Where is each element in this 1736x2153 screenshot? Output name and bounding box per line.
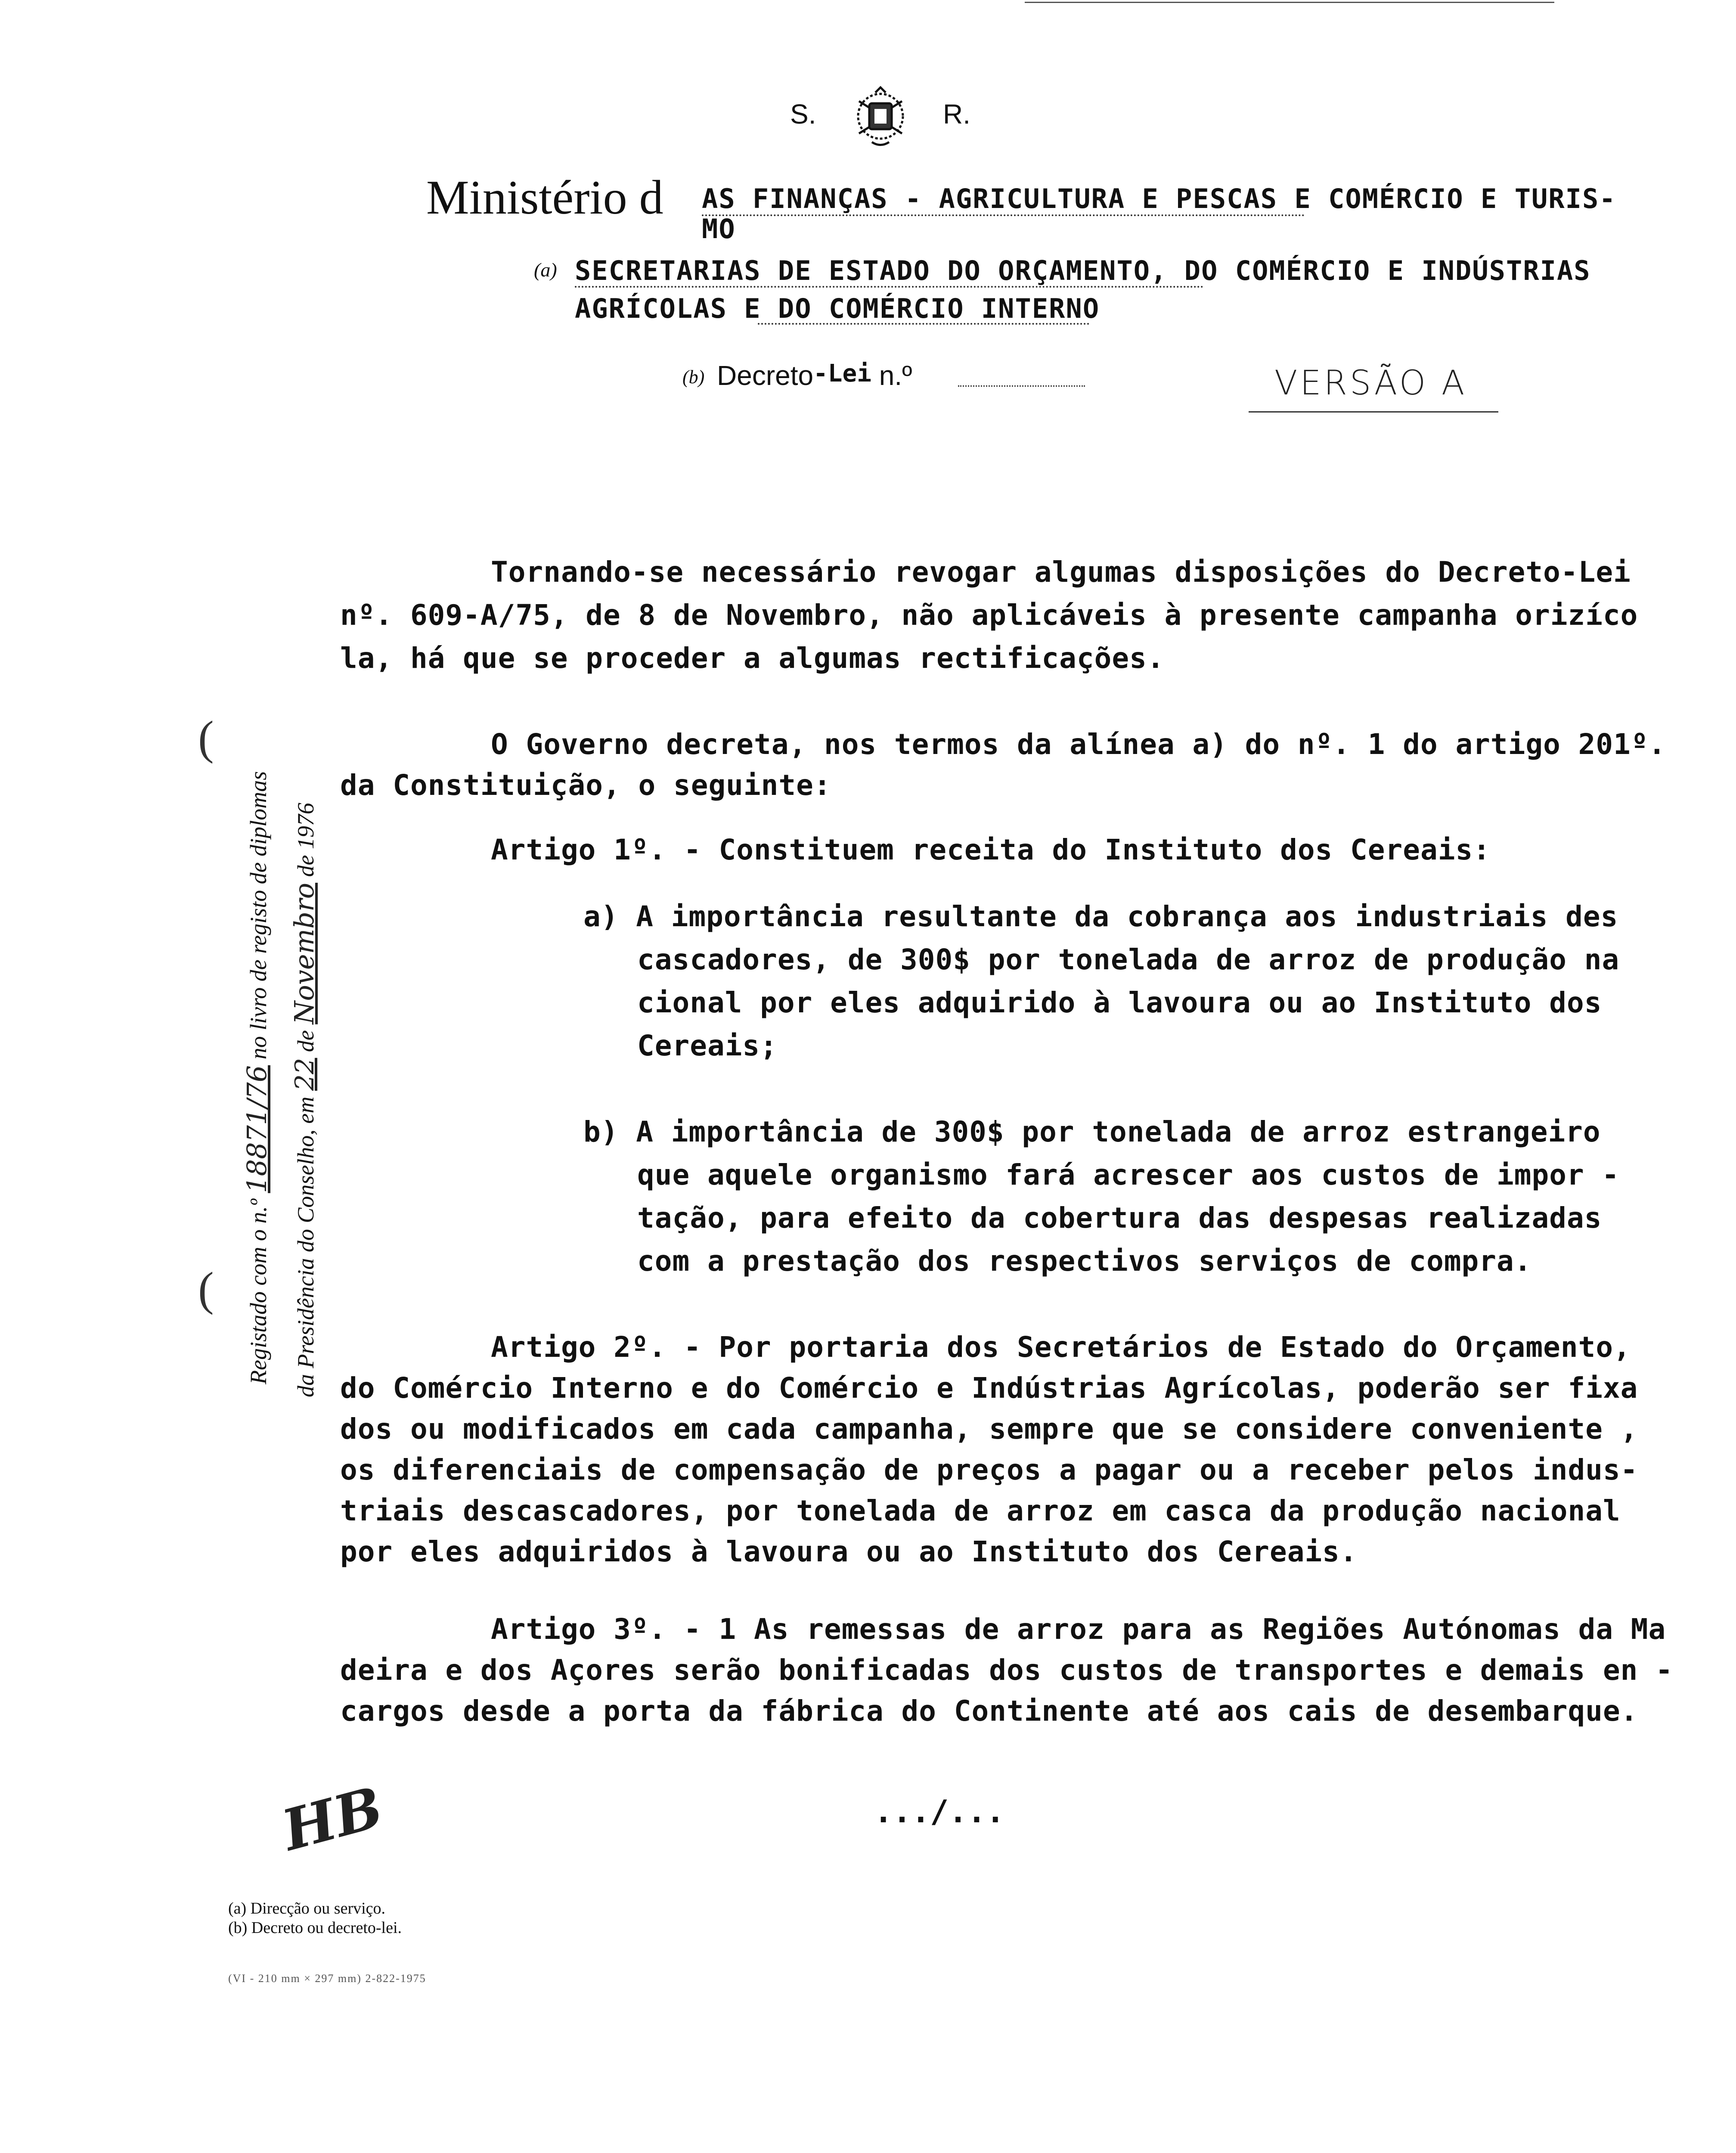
registration-day: 22: [290, 1058, 320, 1091]
ministry-line-1: AS FINANÇAS - AGRICULTURA E PESCAS E COMÉRCIO E TURIS-: [702, 183, 1616, 214]
top-rule: [1025, 2, 1554, 3]
artigo-2-line-3: dos ou modificados em cada campanha, sempre que se considere conveniente ,: [340, 1412, 1638, 1446]
decreto-number-label: n.º: [879, 360, 912, 391]
handwritten-version: VERSÃO A: [1274, 364, 1467, 403]
left-parenthesis-bottom: (: [198, 1263, 214, 1315]
artigo-2-line-4: os diferenciais de compensação de preços a pagar ou a receber pelos indus-: [340, 1453, 1638, 1486]
artigo-1-a-line-2: cascadores, de 300$ por tonelada de arroz de produção na: [637, 943, 1620, 976]
ministry-dotted-rule: [702, 214, 1305, 216]
artigo-3-line-1: Artigo 3º. - 1 As remessas de arroz para as Regiões Autónomas da Ma: [491, 1613, 1666, 1646]
decreto-number-blank: [958, 385, 1085, 387]
artigo-2-line-6: por eles adquiridos à lavoura ou ao Instituto dos Cereais.: [340, 1535, 1358, 1568]
registration-month: Novembro: [288, 883, 320, 1024]
secretarias-dotted-rule-2: [758, 323, 1089, 325]
artigo-3-line-2: deira e dos Açores serão bonificadas dos custos de transportes e demais en -: [340, 1654, 1673, 1687]
ministerio-label: Ministério d: [426, 171, 663, 224]
artigo-1-a-line-4: Cereais;: [637, 1029, 778, 1062]
artigo-1-heading: Artigo 1º. - Constituem receita do Instituto dos Cereais:: [491, 833, 1491, 866]
secretarias-line-2: AGRÍCOLAS E DO COMÉRCIO INTERNO: [575, 293, 1100, 324]
decreto-label: [717, 360, 912, 391]
registration-note-line-1: [241, 771, 273, 1384]
artigo-1-b-line-4: com a prestação dos respectivos serviços de compra.: [637, 1244, 1532, 1278]
footnote-a: (a) Direcção ou serviço.: [228, 1899, 386, 1917]
secretarias-line-1: SECRETARIAS DE ESTADO DO ORÇAMENTO, DO COMÉRCIO E INDÚSTRIAS: [575, 255, 1591, 286]
handwritten-initials: HB: [276, 1774, 390, 1864]
registration-number: 18871/76: [241, 1065, 273, 1193]
registration-suffix: no livro de registo de diplomas: [245, 771, 271, 1060]
header-r-letter: R.: [943, 99, 970, 130]
secretarias-dotted-rule: [575, 286, 1203, 288]
intro-line-1: Tornando-se necessário revogar algumas disposições do Decreto-Lei: [491, 555, 1631, 589]
registration-date-prefix: da Presidência do Conselho, em: [293, 1096, 319, 1397]
registration-date-mid: de: [293, 1030, 319, 1052]
governo-line-2: da Constituição, o seguinte:: [340, 769, 831, 802]
artigo-2-line-2: do Comércio Interno e do Comércio e Indústrias Agrícolas, poderão ser fixa: [340, 1371, 1638, 1405]
artigo-1-a-line-1: a) A importância resultante da cobrança aos industriais des: [583, 900, 1618, 933]
artigo-1-b-line-2: que aquele organismo fará acrescer aos custos de impor -: [637, 1158, 1620, 1191]
artigo-3-line-3: cargos desde a porta da fábrica do Continente até aos cais de desembarque.: [340, 1694, 1638, 1728]
registration-year: de 1976: [293, 803, 319, 877]
artigo-1-b-line-1: b) A importância de 300$ por tonelada de arroz estrangeiro: [583, 1115, 1601, 1148]
artigo-1-b-line-3: tação, para efeito da cobertura das despesas realizadas: [637, 1201, 1602, 1235]
coat-of-arms-icon: [850, 84, 911, 149]
artigo-2-line-1: Artigo 2º. - Por portaria dos Secretários de Estado do Orçamento,: [491, 1331, 1631, 1364]
decreto-word: Decreto: [717, 360, 814, 391]
decreto-lei-suffix: -Lei: [813, 360, 871, 388]
registration-note-line-2: [288, 803, 320, 1397]
continuation-marker: .../...: [874, 1793, 1005, 1830]
registration-prefix: Registado com o n.º: [245, 1199, 271, 1384]
handwritten-underline: [1249, 411, 1498, 413]
header-s-letter: S.: [790, 99, 816, 130]
intro-line-3: la, há que se proceder a algumas rectificações.: [340, 642, 1165, 675]
governo-line-1: O Governo decreta, nos termos da alínea a) do nº. 1 do artigo 201º.: [491, 728, 1666, 761]
marker-a: (a): [534, 259, 557, 281]
marker-b: (b): [682, 366, 705, 388]
print-code: (VI - 210 mm × 297 mm) 2-822-1975: [228, 1972, 426, 1985]
artigo-1-a-line-3: cional por eles adquirido à lavoura ou ao Instituto dos: [637, 986, 1602, 1019]
left-parenthesis-top: (: [198, 711, 214, 764]
footnote-b: (b) Decreto ou decreto-lei.: [228, 1919, 402, 1937]
ministry-line-2: MO: [702, 213, 736, 245]
intro-line-2: nº. 609-A/75, de 8 de Novembro, não aplicáveis à presente campanha orizíco: [340, 599, 1638, 632]
artigo-2-line-5: triais descascadores, por tonelada de arroz em casca da produção nacional: [340, 1494, 1621, 1527]
